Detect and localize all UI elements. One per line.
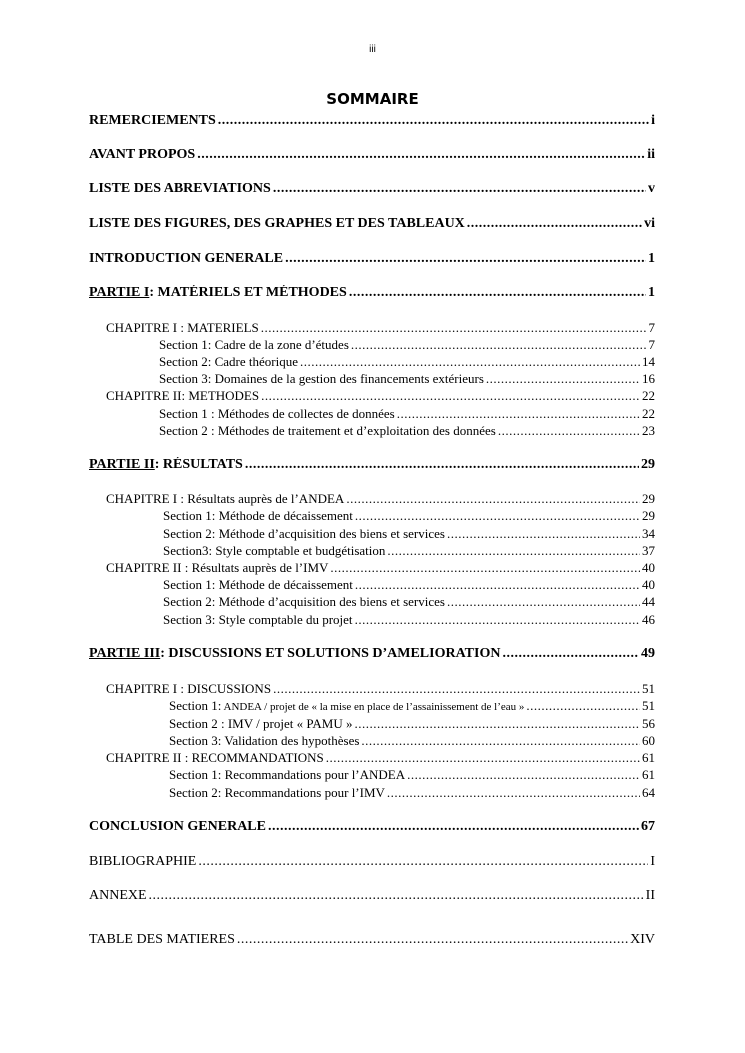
toc-entry-label: Section 1: Recommandations pour l’ANDEA	[169, 767, 406, 782]
toc-entry[interactable]	[89, 251, 655, 267]
toc-entry-section[interactable]	[169, 733, 655, 749]
toc-entry-page: 44	[642, 594, 655, 609]
toc-entry-label: CONCLUSION GENERALE	[89, 819, 266, 834]
toc-entry-page: 29	[642, 491, 655, 506]
dot-leader	[354, 716, 640, 732]
toc-entry-section[interactable]	[163, 543, 655, 559]
dot-leader	[486, 371, 640, 387]
toc-entry-page: 67	[641, 819, 655, 834]
toc-entry-chapter[interactable]	[106, 491, 655, 507]
toc-entry-page: 37	[642, 543, 655, 558]
dot-leader	[326, 750, 640, 766]
dot-leader	[300, 354, 640, 370]
toc-entry-page: ii	[647, 147, 655, 162]
toc-entry-chapter[interactable]	[106, 388, 655, 404]
toc-entry-chapter[interactable]	[106, 560, 655, 576]
toc-entry-chapter[interactable]	[106, 320, 655, 336]
dot-leader	[387, 785, 640, 801]
toc-entry-page: 64	[642, 785, 655, 800]
toc-entry-label: TABLE DES MATIERES	[89, 932, 235, 947]
dot-leader	[498, 423, 640, 439]
toc-entry-label	[89, 285, 347, 301]
toc-entry-label: INTRODUCTION GENERALE	[89, 251, 284, 266]
toc-entry-page: II	[645, 888, 655, 903]
toc-entry-page: 40	[642, 560, 655, 575]
toc-entry-page: vi	[644, 216, 655, 231]
toc-entry-page: 61	[642, 750, 655, 765]
toc-entry-page: 46	[642, 612, 655, 627]
toc-entry-page: 29	[641, 457, 655, 472]
toc-entry-page: 7	[648, 320, 655, 335]
toc-entry-page: 34	[642, 526, 655, 541]
toc-entry-label: Section 1: Méthode de décaissement	[163, 508, 353, 523]
page-title: SOMMAIRE	[326, 90, 419, 108]
dot-leader	[349, 285, 646, 301]
toc-entry-label: Section 2: Recommandations pour l’IMV	[169, 785, 385, 800]
toc-entry-label	[89, 646, 500, 662]
toc-entry-section[interactable]	[163, 577, 655, 593]
toc-entry-label: Section 1: Cadre de la zone d’études	[159, 337, 349, 352]
dot-leader	[447, 594, 640, 610]
toc-entry-label: REMERCIEMENTS	[89, 113, 216, 128]
toc-entry-part[interactable]	[89, 646, 655, 662]
toc-entry-page: 29	[642, 508, 655, 523]
part-title: : DISCUSSIONS ET SOLUTIONS D’AMELIORATION	[160, 646, 501, 661]
toc-entry-label: LISTE DES FIGURES, DES GRAPHES ET DES TABLEAUX	[89, 216, 465, 231]
toc-entry-section[interactable]	[169, 698, 655, 714]
toc-entry-page: 22	[642, 388, 655, 403]
dot-leader	[346, 491, 640, 507]
toc-entry-page: 56	[642, 716, 655, 731]
toc-entry-page: v	[648, 181, 655, 196]
part-title: : RÉSULTATS	[154, 457, 243, 472]
toc-entry-page: 7	[648, 337, 655, 352]
toc-entry-label: Section 2: Cadre théorique	[159, 354, 298, 369]
toc-entry-page: 1	[648, 285, 655, 300]
toc-entry[interactable]	[89, 888, 655, 904]
part-number: PARTIE I	[89, 285, 150, 300]
toc-entry-page: 61	[642, 767, 655, 782]
dot-leader	[261, 388, 640, 404]
dot-leader	[273, 681, 640, 697]
toc-entry-label: CHAPITRE I : Résultats auprès de l’ANDEA	[106, 491, 345, 506]
dot-leader	[397, 406, 640, 422]
toc-entry-section[interactable]	[163, 526, 655, 542]
toc-entry-label: LISTE DES ABREVIATIONS	[89, 181, 271, 196]
toc-entry-page: 23	[642, 423, 655, 438]
toc-entry-label: ANNEXE	[89, 888, 147, 903]
toc-entry-label: Section 2 : Méthodes de traitement et d’exploitation des données	[159, 423, 496, 438]
toc-entry-label: CHAPITRE I : MATERIELS	[106, 320, 259, 335]
toc-entry-chapter[interactable]	[106, 750, 655, 766]
dot-leader	[467, 216, 642, 232]
toc-entry-page: 16	[642, 371, 655, 386]
dot-leader	[245, 457, 639, 473]
toc-entry-section[interactable]	[159, 371, 655, 387]
toc-entry-label: Section 2 : IMV / projet « PAMU »	[169, 716, 353, 731]
toc-entry[interactable]	[89, 819, 655, 835]
dot-leader	[355, 612, 640, 628]
dot-leader	[355, 508, 640, 524]
toc-entry-label	[169, 698, 524, 714]
toc-entry-label: CHAPITRE II : Résultats auprès de l’IMV	[106, 560, 329, 575]
toc-entry-section[interactable]	[159, 406, 655, 422]
toc-entry-page: 1	[648, 251, 655, 266]
dot-leader	[268, 819, 639, 835]
toc-entry[interactable]	[89, 113, 655, 129]
toc-entry-label: Section 3: Validation des hypothèses	[169, 733, 360, 748]
dot-leader	[526, 698, 640, 714]
toc-entry-chapter[interactable]	[106, 681, 655, 697]
toc-entry-label: Section 2: Méthode d’acquisition des biens et services	[163, 526, 445, 541]
toc-entry-label: Section 3: Domaines de la gestion des financements extérieurs	[159, 371, 484, 386]
toc-entry[interactable]	[89, 932, 655, 948]
dot-leader	[361, 733, 640, 749]
toc-entry-page: 60	[642, 733, 655, 748]
toc-entry-label: Section 2: Méthode d’acquisition des biens et services	[163, 594, 445, 609]
dot-leader	[218, 113, 649, 129]
toc-entry[interactable]	[89, 181, 655, 197]
dot-leader	[198, 854, 648, 870]
toc-entry-section[interactable]	[169, 767, 655, 783]
toc-entry-page: 51	[642, 698, 655, 713]
dot-leader	[447, 526, 640, 542]
dot-leader	[502, 646, 639, 662]
toc-entry-page: 49	[641, 646, 655, 661]
toc-entry-section[interactable]	[169, 716, 655, 732]
toc-entry-section[interactable]	[159, 423, 655, 439]
toc-entry-section[interactable]	[163, 594, 655, 610]
dot-leader	[149, 888, 644, 904]
dot-leader	[273, 181, 646, 197]
toc-entry-section[interactable]	[163, 508, 655, 524]
toc-entry-page: I	[650, 854, 655, 869]
toc-entry-label	[89, 457, 243, 473]
toc-entry-page: 51	[642, 681, 655, 696]
toc-entry-part[interactable]	[89, 457, 655, 473]
dot-leader	[351, 337, 647, 353]
toc-entry-page: XIV	[630, 932, 655, 947]
toc-entry[interactable]	[89, 854, 655, 870]
toc-entry-label: Section 3: Style comptable du projet	[163, 612, 353, 627]
dot-leader	[237, 932, 628, 948]
dot-leader	[261, 320, 647, 336]
toc-entry[interactable]	[89, 216, 655, 232]
toc-entry[interactable]	[89, 147, 655, 163]
toc-entry-page: 14	[642, 354, 655, 369]
toc-entry-label: AVANT PROPOS	[89, 147, 196, 162]
page-number: iii	[369, 44, 376, 55]
toc-entry-page: 40	[642, 577, 655, 592]
toc-entry-section[interactable]	[159, 337, 655, 353]
dot-leader	[355, 577, 640, 593]
toc-entry-label: Section 1: Méthode de décaissement	[163, 577, 353, 592]
toc-entry-page: i	[651, 113, 655, 128]
dot-leader	[330, 560, 640, 576]
toc-entry-label: CHAPITRE II : RECOMMANDATIONS	[106, 750, 324, 765]
toc-entry-part[interactable]	[89, 285, 655, 301]
dot-leader	[407, 767, 640, 783]
section-title: ANDEA / projet de « la mise en place de l’assainissement de l’eau »	[221, 701, 525, 713]
dot-leader	[285, 251, 646, 267]
toc-entry-page: 22	[642, 406, 655, 421]
section-number: Section 1:	[169, 698, 222, 713]
part-number: PARTIE III	[89, 646, 161, 661]
dot-leader	[197, 147, 645, 163]
part-number: PARTIE II	[89, 457, 155, 472]
toc-entry-section[interactable]	[169, 785, 655, 801]
dot-leader	[387, 543, 640, 559]
toc-entry-label: CHAPITRE II: METHODES	[106, 388, 260, 403]
toc-entry-label: Section3: Style comptable et budgétisation	[163, 543, 386, 558]
toc-entry-section[interactable]	[163, 612, 655, 628]
toc-entry-label: Section 1 : Méthodes de collectes de données	[159, 406, 395, 421]
part-title: : MATÉRIELS ET MÉTHODES	[149, 285, 347, 300]
toc-entry-section[interactable]	[159, 354, 655, 370]
toc-entry-label: BIBLIOGRAPHIE	[89, 854, 197, 869]
toc-entry-label: CHAPITRE I : DISCUSSIONS	[106, 681, 272, 696]
